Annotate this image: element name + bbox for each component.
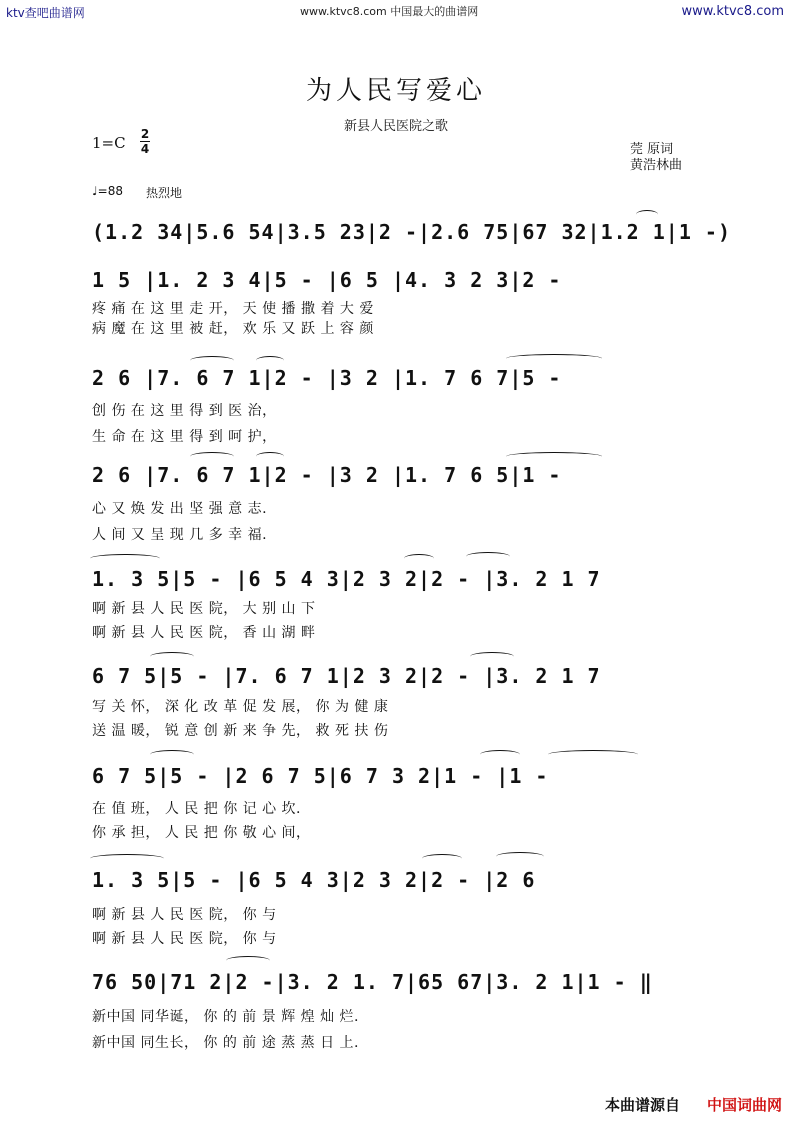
lyrics-row-7-verse-2: 你 承 担， 人 民 把 你 敬 心 间， [92,825,311,841]
notation-row-3: 2 6 |7. 6 7 1|2 - |3 2 |1. 7 6 7|5 - [92,366,562,390]
slur-mark [256,452,284,461]
site-logo-left[interactable]: ktv查吧曲谱网 [6,6,85,20]
slur-mark [422,854,462,863]
slur-mark [256,356,284,365]
slur-mark [226,956,270,965]
slur-mark [496,852,544,861]
lyrics-row-3-verse-2: 生 命 在 这 里 得 到 呵 护， [92,429,277,445]
slur-mark [480,750,520,759]
composer-credit: 黄浩林曲 [630,158,683,173]
song-title: 为人民写爱心 [305,76,486,106]
slur-mark [150,750,194,759]
lyrics-row-5-verse-2: 啊 新 县 人 民 医 院， 香 山 湖 畔 [92,625,316,641]
key-signature: 1=C [92,134,126,152]
meter-bottom: 4 [140,142,150,156]
expression-marking: 热烈地 [146,186,183,200]
slur-mark [190,356,234,365]
lyrics-row-3-verse-1: 创 伤 在 这 里 得 到 医 治， [92,403,277,419]
notation-row-9: 76 50|71 2|2 -|3. 2 1. 7|65 67|3. 2 1|1 - ‖ [92,970,653,994]
notation-row-8: 1. 3 5|5 - |6 5 4 3|2 3 2|2 - |2 6 [92,868,536,892]
slur-mark [506,452,602,461]
slur-mark [636,210,658,219]
notation-row-1: (1.2 34|5.6 54|3.5 23|2 -|2.6 75|67 32|1.2 1|1 -) [92,220,732,244]
slur-mark [190,452,234,461]
lyrics-row-5-verse-1: 啊 新 县 人 民 医 院， 大 别 山 下 [92,601,316,617]
notation-row-2: 1 5 |1. 2 3 4|5 - |6 5 |4. 3 2 3|2 - [92,268,562,292]
lyrics-row-9-verse-1: 新中国 同华诞， 你 的 前 景 辉 煌 灿 烂. [92,1009,360,1025]
lyrics-row-6-verse-1: 写 关 怀， 深 化 改 革 促 发 展， 你 为 健 康 [92,699,389,715]
lyrics-row-8-verse-1: 啊 新 县 人 民 医 院， 你 与 [92,907,277,923]
lyrics-row-2-verse-2: 病 魔 在 这 里 被 赶， 欢 乐 又 跃 上 容 颜 [92,321,374,337]
meter-top: 2 [140,127,150,141]
notation-row-6: 6 7 5|5 - |7. 6 7 1|2 3 2|2 - |3. 2 1 7 [92,664,601,688]
slur-mark [548,750,638,759]
slur-mark [90,554,160,563]
slur-mark [404,554,434,563]
source-site-link[interactable]: 中国词曲网 [706,1096,782,1114]
lyrics-row-4-verse-1: 心 又 焕 发 出 坚 强 意 志. [92,501,268,517]
lyrics-row-8-verse-2: 啊 新 县 人 民 医 院， 你 与 [92,931,277,947]
tempo-marking: ♩=88 [92,184,123,198]
lyrics-row-6-verse-2: 送 温 暖， 锐 意 创 新 来 争 先， 救 死 扶 伤 [92,723,389,739]
slur-mark [150,652,194,661]
lyricist-credit: 莞 原词 [630,142,674,157]
notation-row-5: 1. 3 5|5 - |6 5 4 3|2 3 2|2 - |3. 2 1 7 [92,567,601,591]
site-banner-center[interactable]: www.ktvc8.com 中国最大的曲谱网 [300,5,479,18]
notation-row-4: 2 6 |7. 6 7 1|2 - |3 2 |1. 7 6 5|1 - [92,463,562,487]
slur-mark [506,354,602,363]
notation-row-7: 6 7 5|5 - |2 6 7 5|6 7 3 2|1 - |1 - [92,764,549,788]
song-subtitle: 新县人民医院之歌 [343,119,448,134]
slur-mark [470,652,514,661]
lyrics-row-2-verse-1: 疼 痛 在 这 里 走 开， 天 使 播 撒 着 大 爱 [92,301,374,317]
time-signature [140,128,150,155]
site-url-right[interactable]: www.ktvc8.com [681,4,784,19]
lyrics-row-9-verse-2: 新中国 同生长， 你 的 前 途 蒸 蒸 日 上. [92,1035,360,1051]
slur-mark [90,854,164,863]
lyrics-row-7-verse-1: 在 值 班， 人 民 把 你 记 心 坎. [92,801,302,817]
lyrics-row-4-verse-2: 人 间 又 呈 现 几 多 幸 福. [92,527,268,543]
source-label: 本曲谱源自 [604,1096,680,1114]
slur-mark [466,552,510,561]
